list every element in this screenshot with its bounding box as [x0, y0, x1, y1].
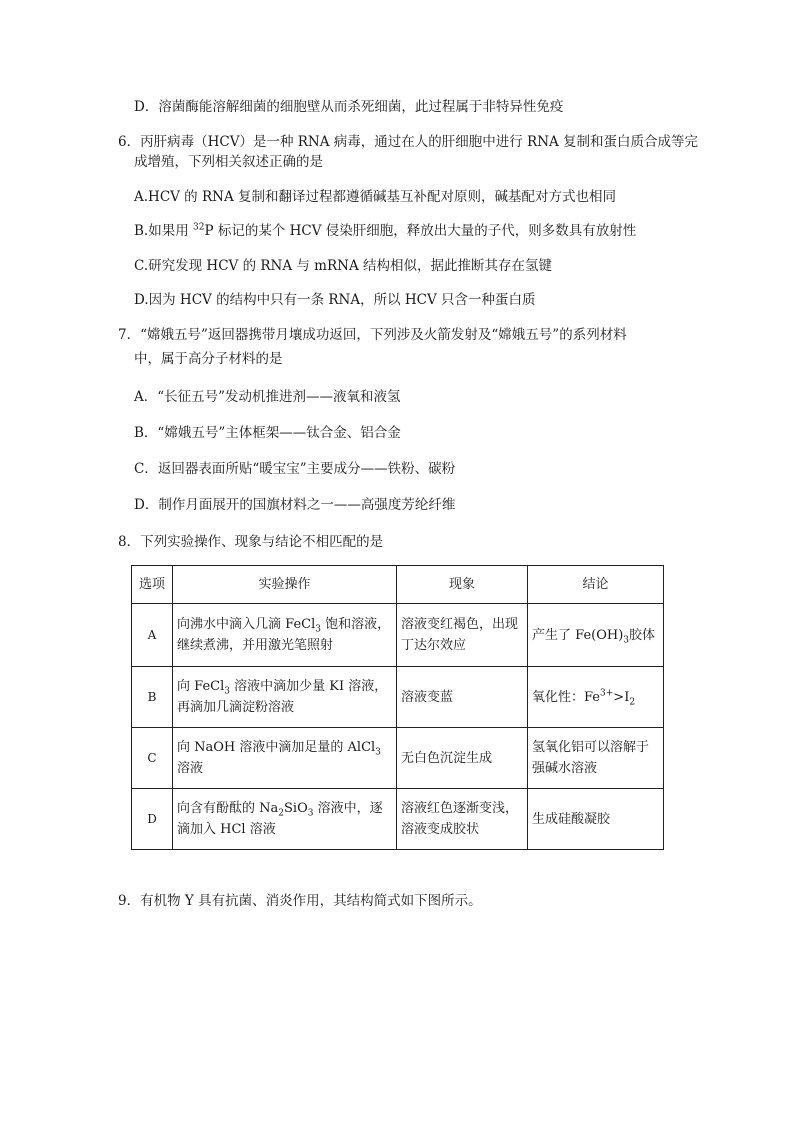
- operation-text: 溶液中滴加少量 KI 溶液，再滴加几滴淀粉溶液: [177, 679, 388, 715]
- conclusion-text: 产生了 Fe(OH): [532, 627, 624, 643]
- q7-option-b: B．“嫦娥五号”主体框架——钛合金、铝合金: [134, 425, 401, 441]
- conclusion-subscript: 3: [623, 635, 630, 646]
- q6-option-b: [134, 222, 636, 240]
- row-operation: [173, 667, 397, 728]
- operation-text: 向沸水中滴入几滴 FeCl: [177, 617, 316, 632]
- operation-subscript: 3: [224, 686, 230, 697]
- q7-option-c: C．返回器表面所贴“暖宝宝”主要成分——铁粉、碳粉: [134, 461, 456, 477]
- conclusion-superscript: 3+: [600, 688, 614, 699]
- conclusion-text: 氧化性：Fe: [532, 689, 601, 705]
- operation-text: 向 FeCl: [177, 679, 225, 694]
- q6-stem-line2: 成增殖，下列相关叙述正确的是: [134, 154, 323, 170]
- q7-stem-line1: 7．“嫦娥五号”返回器携带月壤成功返回，下列涉及火箭发射及“嫦娥五号”的系列材料: [118, 327, 627, 343]
- q7-stem-line2: 中，属于高分子材料的是: [134, 351, 283, 367]
- conclusion-text: 胶体: [629, 627, 656, 643]
- operation-text: SiO: [284, 801, 308, 816]
- q6-stem-line1: 6．丙肝病毒（HCV）是一种 RNA 病毒，通过在人的肝细胞中进行 RNA 复制和蛋白质合成等完: [118, 134, 699, 150]
- operation-text: 饱和溶液，继续煮沸，并用激光笔照射: [177, 617, 391, 653]
- header-operation: 实验操作: [173, 566, 397, 604]
- conclusion-text: >I: [613, 689, 630, 705]
- operation-subscript: 3: [315, 624, 321, 635]
- row-key: B: [132, 667, 173, 728]
- row-phenomenon: 溶液变红褐色，出现丁达尔效应: [397, 604, 528, 667]
- row-phenomenon: 无白色沉淀生成: [397, 728, 528, 789]
- operation-text: 溶液中，逐滴加入 HCl 溶液: [177, 801, 383, 837]
- operation-text: 溶液: [177, 761, 204, 776]
- row-operation: [173, 604, 397, 667]
- row-key: C: [132, 728, 173, 789]
- row-conclusion: [528, 667, 664, 728]
- row-conclusion: [528, 604, 664, 667]
- operation-subscript: 3: [375, 747, 381, 758]
- q7-option-a: A．“长征五号”发动机推进剂——液氧和液氢: [134, 389, 401, 405]
- operation-subscript: 3: [307, 808, 314, 819]
- conclusion-subscript: 2: [629, 697, 636, 708]
- table-row: [132, 604, 664, 667]
- q6-option-d: D.因为 HCV 的结构中只有一条 RNA，所以 HCV 只含一种蛋白质: [134, 292, 536, 308]
- q6-option-b-pre: B.如果用: [134, 223, 194, 239]
- experiment-table: [131, 565, 664, 850]
- row-key: D: [132, 789, 173, 850]
- header-option: 选项: [132, 566, 173, 604]
- operation-subscript: 2: [278, 808, 284, 819]
- row-operation: [173, 789, 397, 850]
- operation-text: 向 NaOH 溶液中滴加足量的 AlCl: [177, 740, 376, 755]
- table-row: [132, 667, 664, 728]
- header-conclusion: 结论: [528, 566, 664, 604]
- q6-option-a: A.HCV 的 RNA 复制和翻译过程都遵循碱基互补配对原则，碱基配对方式也相同: [134, 189, 616, 205]
- q6-option-b-isotope: 32: [193, 222, 205, 233]
- row-phenomenon: 溶液红色逐渐变浅，溶液变成胶状: [397, 789, 528, 850]
- header-phenomenon: 现象: [397, 566, 528, 604]
- table-header-row: [132, 566, 664, 604]
- row-conclusion: 生成硅酸凝胶: [528, 789, 664, 850]
- row-conclusion: 氢氧化铝可以溶解于强碱水溶液: [528, 728, 664, 789]
- q7-option-d: D．制作月面展开的国旗材料之一——高强度芳纶纤维: [134, 497, 456, 513]
- q6-option-c: C.研究发现 HCV 的 RNA 与 mRNA 结构相似，据此推断其存在氢键: [134, 258, 552, 274]
- operation-text: 向含有酚酞的 Na: [177, 801, 279, 816]
- row-phenomenon: 溶液变蓝: [397, 667, 528, 728]
- q6-option-b-post: P 标记的某个 HCV 侵染肝细胞，释放出大量的子代，则多数具有放射性: [204, 223, 637, 239]
- table-row: [132, 728, 664, 789]
- q9-stem: 9．有机物 Y 具有抗菌、消炎作用，其结构简式如下图所示。: [118, 893, 482, 909]
- q5-option-d: D．溶菌酶能溶解细菌的细胞壁从而杀死细菌，此过程属于非特异性免疫: [134, 99, 564, 115]
- row-key: A: [132, 604, 173, 667]
- table-row: [132, 789, 664, 850]
- row-operation: [173, 728, 397, 789]
- q8-stem: 8．下列实验操作、现象与结论不相匹配的是: [118, 534, 384, 550]
